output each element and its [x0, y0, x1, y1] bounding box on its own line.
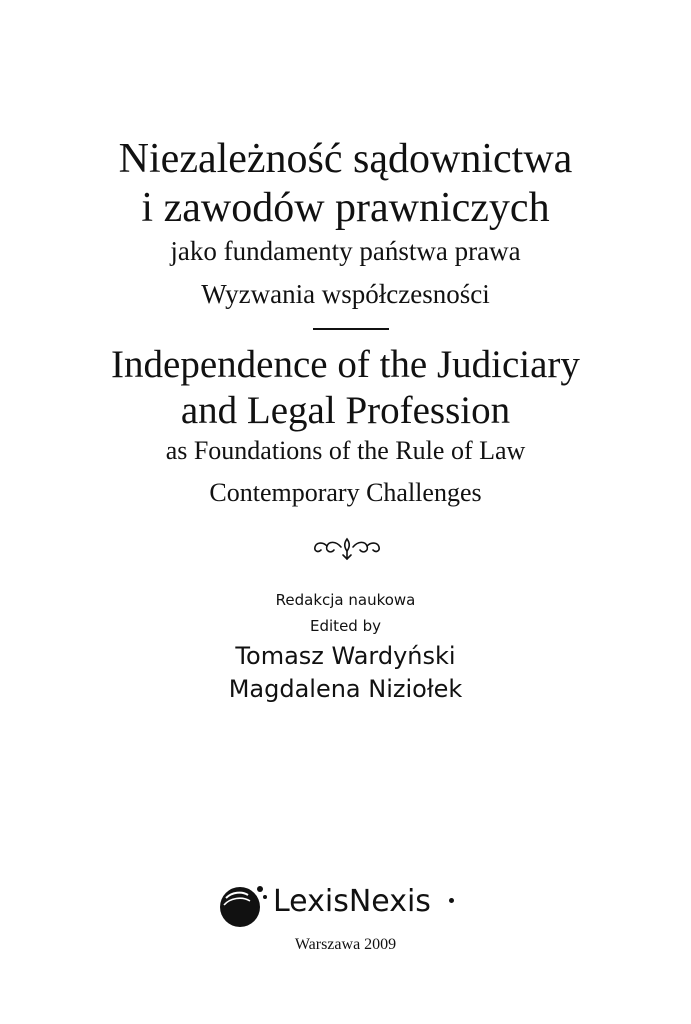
- ornament-icon: [310, 535, 384, 561]
- title-pl-line-2: i zawodów prawniczych: [141, 185, 550, 231]
- title-en-line-2: and Legal Profession: [180, 389, 511, 432]
- editor-name: Magdalena Niziołek: [228, 675, 463, 703]
- publisher-name: LexisNexis: [273, 884, 431, 919]
- editor-label-pl: Redakcja naukowa: [275, 591, 416, 609]
- publisher-logo: [214, 880, 474, 930]
- subtitle-pl-line-1: jako fundamenty państwa prawa: [170, 236, 521, 266]
- title-en-line-1: Independence of the Judiciary: [111, 343, 580, 386]
- editor-name: Tomasz Wardyński: [235, 642, 456, 670]
- subtitle-pl-line-2: Wyzwania współczesności: [201, 279, 490, 309]
- lexisnexis-knowledge-burst-icon: [214, 882, 268, 928]
- logo-dot: [449, 898, 454, 903]
- separator-rule: [313, 328, 389, 330]
- title-pl-line-1: Niezależność sądownictwa: [118, 136, 573, 182]
- subtitle-en-line-1: as Foundations of the Rule of Law: [165, 436, 526, 465]
- subtitle-en-line-2: Contemporary Challenges: [209, 478, 482, 507]
- editor-label-en: Edited by: [310, 617, 381, 635]
- place-year: Warszawa 2009: [294, 936, 397, 953]
